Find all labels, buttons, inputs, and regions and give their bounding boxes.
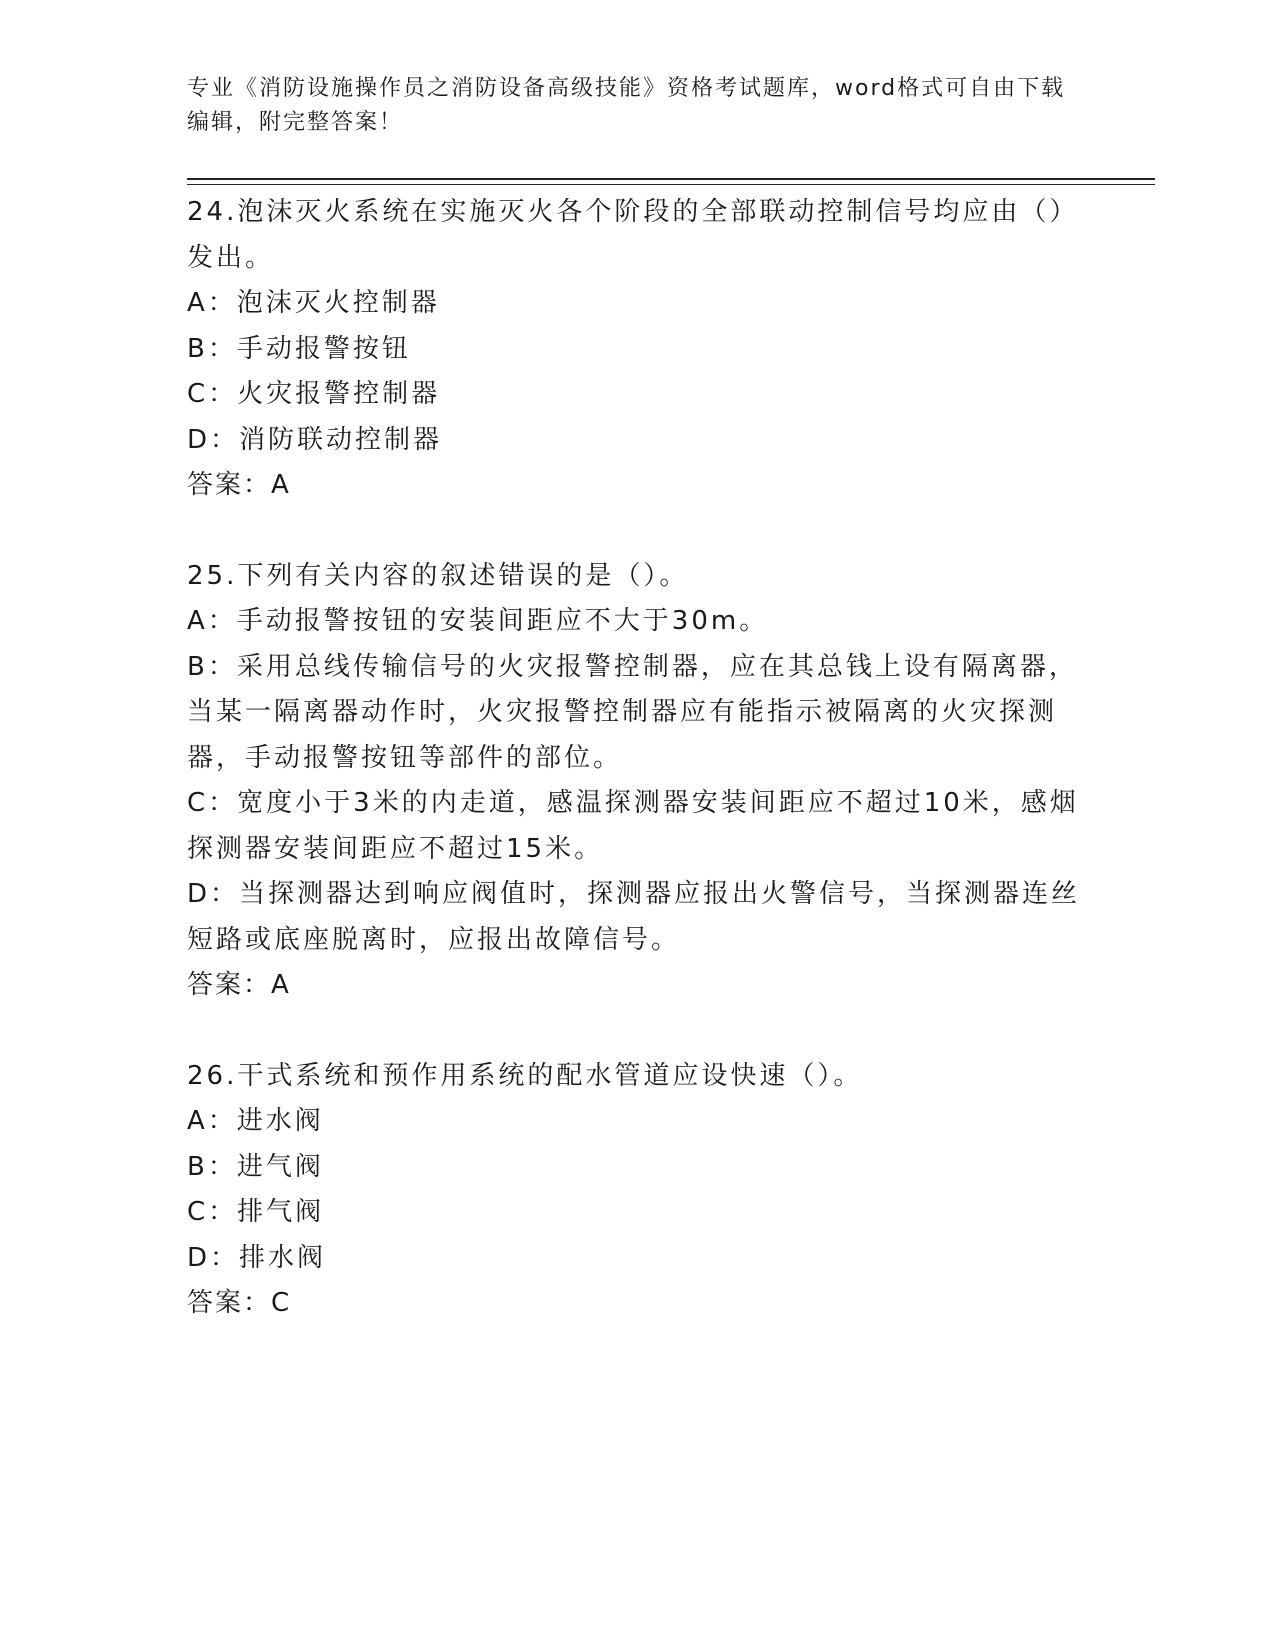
option-d: D：排水阀 bbox=[187, 1242, 327, 1273]
option-a: A：进水阀 bbox=[187, 1106, 324, 1136]
answer: 答案：A bbox=[187, 470, 291, 500]
option-b: B：手动报警按钮 bbox=[187, 333, 411, 364]
question-stem: 25.下列有关内容的叙述错误的是（）。 bbox=[187, 560, 689, 591]
option-d: D：当探测器达到响应阀值时，探测器应报出火警信号，当探测器连丝短路或底座脱离时，应报出故障信号。 bbox=[187, 879, 1081, 955]
option-d: D：消防联动控制器 bbox=[187, 424, 443, 455]
document-header bbox=[187, 72, 1067, 140]
answer: 答案：A bbox=[187, 970, 291, 1000]
question-spacer bbox=[187, 1009, 1087, 1054]
option-a: A：手动报警按钮的安装间距应不大于30m。 bbox=[187, 606, 769, 636]
option-c: C：宽度小于3米的内走道，感温探测器安装间距应不超过10米，感烟探测器安装间距应不超过15米。 bbox=[187, 788, 1079, 864]
option-b: B：采用总线传输信号的火灾报警控制器，应在其总钱上设有隔离器，当某一隔离器动作时，火灾报警控制器应有能指示被隔离的火灾探测器，手动报警按钮等部件的部位。 bbox=[187, 651, 1078, 773]
question-stem: 24.泡沫灭火系统在实施灭火各个阶段的全部联动控制信号均应由（）发出。 bbox=[187, 197, 1079, 273]
header-text: 专业《消防设施操作员之消防设备高级技能》资格考试题库，word格式可自由下载编辑，附完整答案！ bbox=[187, 76, 1066, 135]
question-25 bbox=[187, 554, 1087, 1009]
question-stem: 26.干式系统和预作用系统的配水管道应设快速（）。 bbox=[187, 1060, 863, 1091]
option-c: C：排气阀 bbox=[187, 1197, 325, 1227]
header-rule-thin bbox=[187, 184, 1155, 185]
question-list bbox=[187, 190, 1087, 1327]
option-c: C：火灾报警控制器 bbox=[187, 379, 441, 409]
option-a: A：泡沫灭火控制器 bbox=[187, 288, 440, 318]
question-24 bbox=[187, 190, 1087, 509]
answer: 答案：C bbox=[187, 1288, 292, 1318]
option-b: B：进气阀 bbox=[187, 1151, 324, 1182]
header-rule-thick bbox=[187, 178, 1155, 180]
question-spacer bbox=[187, 509, 1087, 554]
question-26 bbox=[187, 1054, 1087, 1327]
